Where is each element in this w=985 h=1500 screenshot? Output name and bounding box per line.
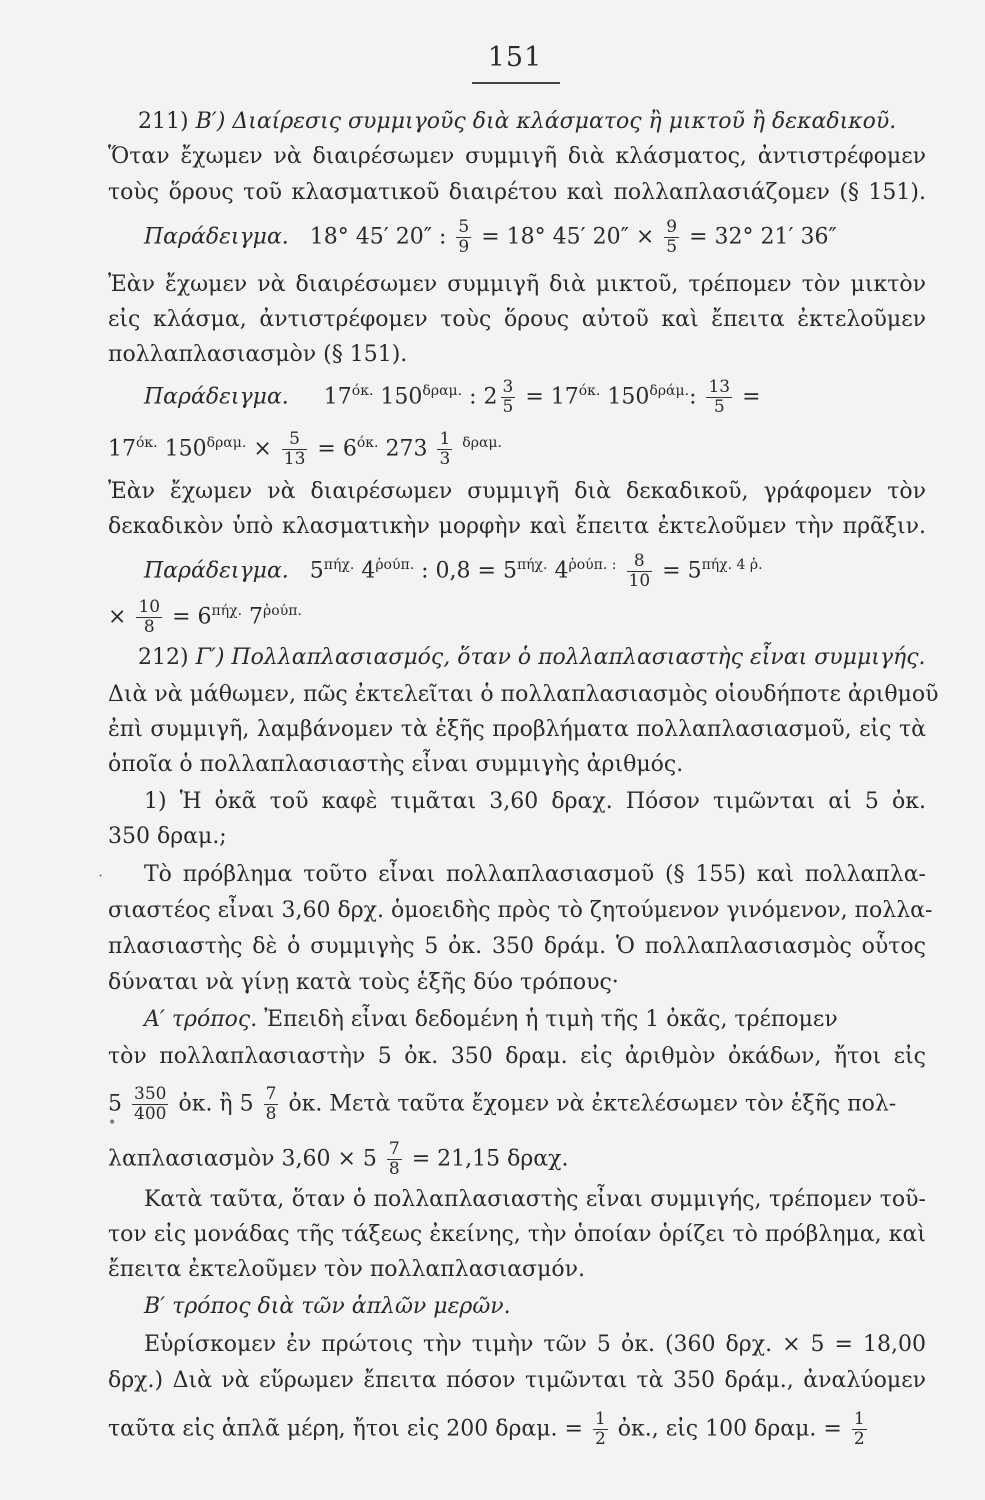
sec212-p3-line2: τον εἰς μονάδας τῆς τάξεως ἐκείνης, τὴν ὁποίαν ὁρίζει τὸ πρόβλημα, καὶ <box>108 1222 926 1247</box>
ex2-equals: = 17 <box>525 384 579 410</box>
ex2-unit: δραμ. <box>206 435 247 452</box>
ex2-value: 17 <box>108 436 136 462</box>
ex2-divide: : 2 <box>469 384 498 410</box>
ex2-unit: δράμ. <box>649 383 690 400</box>
sec212-problem-line2: 350 δραμ.; <box>108 824 227 849</box>
sec211-example3-line2 <box>108 598 926 637</box>
sec212-heading-num: 212) <box>138 645 189 670</box>
methodA-result: = 21,15 δραχ. <box>411 1146 569 1172</box>
ex2-fraction-2: $\frac{13}{5}$ <box>708 377 731 417</box>
sec212-heading <box>108 643 926 673</box>
methodB-fraction-2: $\frac{1}{2}$ <box>853 1409 865 1449</box>
ex3-value: 5 <box>309 558 324 584</box>
sec212-methodB-line3 <box>108 1410 926 1449</box>
methodA-text: Ἐπειδὴ εἶναι δεδομένη ἡ τιμὴ τῆς 1 ὀκᾶς, τρέπομεν <box>264 1007 838 1032</box>
sec212-p1-line2: ἐπὶ συμμιγῆ, λαμβάνομεν τὰ ἑξῆς προβλήματα πολλαπλασιασμοῦ, εἰς τὰ <box>108 717 926 742</box>
methodA-fraction-1: $\frac{350}{400}$ <box>134 1084 167 1124</box>
example-label: Παράδειγμα. <box>144 384 289 410</box>
sec212-heading-title: Γ′) Πολλαπλασιασμός, ὅταν ὁ πολλαπλασιαστὴς εἶναι συμμιγής. <box>195 645 926 670</box>
sec212-p2-line1: Τὸ πρόβλημα τοῦτο εἶναι πολλαπλασιασμοῦ (§ 155) καὶ πολλαπλα- <box>144 862 926 887</box>
page-number-rule <box>472 82 560 84</box>
sec211-example1 <box>108 218 962 257</box>
sec212-methodB-line1: Εὑρίσκομεν ἐν πρώτοις τὴν τιμὴν τῶν 5 ὀκ. (360 δρχ. × 5 = 18,00 <box>144 1332 926 1357</box>
ex2-unit: όκ. <box>136 435 158 452</box>
ex2-colon: : <box>689 384 697 410</box>
ex2-times: × <box>253 436 272 462</box>
ex1-lhs: 18° 45′ 20″ : <box>309 224 447 250</box>
methodA-label: Α′ τρόπος. <box>144 1007 258 1032</box>
sec211-p3-line2: δεκαδικὸν ὑπὸ κλασματικὴν μορφὴν καὶ ἔπειτα ἐκτελοῦμεν τὴν πρᾶξιν. <box>108 514 926 539</box>
sec211-heading-num: 211) <box>138 109 189 134</box>
sec212-p1-line3: ὁποῖα ὁ πολλαπλασιαστὴς εἶναι συμμιγὴς ἀριθμός. <box>108 752 684 777</box>
example-label: Παράδειγμα. <box>144 224 289 250</box>
sec211-heading <box>108 107 926 137</box>
sec212-p2-line3: πλασιαστὴς δὲ ὁ συμμιγὴς 5 ὀκ. 350 δράμ. Ὁ πολλαπλασιασμὸς οὗτος <box>108 934 926 959</box>
ex2-unit: όκ. <box>356 435 379 452</box>
methodB-text: ταῦτα εἰς ἁπλᾶ μέρη, ἤτοι εἰς 200 δραμ. = <box>108 1416 583 1442</box>
ex2-fraction-4: $\frac{1}{3}$ <box>439 429 451 469</box>
ex3-unit: πήχ. <box>323 557 355 574</box>
ex2-value: 17 <box>323 384 352 410</box>
ex3-divide: : 0,8 = 5 <box>421 558 517 584</box>
methodA-text: ὀκ. ἢ 5 <box>178 1091 254 1117</box>
sec211-heading-title: Β′) Διαίρεσις συμμιγοῦς διὰ κλάσματος ἢ μικτοῦ ἢ δεκαδικοῦ. <box>195 109 897 134</box>
methodA-text: λαπλασιασμὸν 3,60 × 5 <box>108 1146 377 1172</box>
sec212-p2-line4: δύναται νὰ γίνῃ κατὰ τοὺς ἑξῆς δύο τρόπους· <box>108 970 619 995</box>
sec211-p2-line3: πολλαπλασιασμὸν (§ 151). <box>108 342 408 367</box>
sec211-example3-line1 <box>108 552 962 591</box>
methodB-fraction-1: $\frac{1}{2}$ <box>594 1409 606 1449</box>
ex3-value: 7 <box>249 604 264 630</box>
ex3-fraction-1: $\frac{8}{10}$ <box>628 551 651 591</box>
stray-dot-mark: · <box>98 866 104 885</box>
sec211-p1-line2: τοὺς ὅρους τοῦ κλασματικοῦ διαιρέτου καὶ πολλαπλασιάζομεν (§ 151). <box>108 180 926 205</box>
ex1-fraction-1: $\frac{5}{9}$ <box>458 217 470 257</box>
ex1-rhs: = 32° 21′ 36″ <box>689 224 837 250</box>
sec212-p3-line3: ἔπειτα ἐκτελοῦμεν τὸν πολλαπλασιασμόν. <box>108 1257 585 1282</box>
ex3-times: × <box>108 604 127 630</box>
ex3-unit: ῥούπ. : <box>568 557 617 574</box>
sec212-p3-line1: Κατὰ ταῦτα, ὅταν ὁ πολλαπλασιαστὴς εἶναι συμμιγής, τρέπομεν τοῦ- <box>144 1187 926 1212</box>
ex3-unit: πήχ. 4 ῥ. <box>701 557 763 574</box>
sec212-p1-line1: Διὰ νὰ μάθωμεν, πῶς ἐκτελεῖται ὁ πολλαπλασιασμὸς οἱουδήποτε ἀριθμοῦ <box>108 682 939 707</box>
ex2-fraction-1: $\frac{3}{5}$ <box>502 377 514 417</box>
sec212-p2-line2: σιαστέος εἶναι 3,60 δρχ. ὁμοειδὴς πρὸς τὸ ζητούμενον γινόμενον, πολλα- <box>108 898 933 923</box>
sec211-example2-line2 <box>108 430 926 469</box>
sec212-methodA-line1 <box>144 1005 926 1035</box>
sec212-methodA-line3 <box>108 1085 926 1124</box>
ex3-value: 4 <box>361 558 376 584</box>
sec211-p1-line1: Ὅταν ἔχωμεν νὰ διαιρέσωμεν συμμιγῆ διὰ κλάσματος, ἀντιστρέφομεν <box>108 144 926 169</box>
ex3-unit: ῥούπ. <box>263 603 302 620</box>
sec211-p2-line2: εἰς κλάσμα, ἀντιστρέφομεν τοὺς ὅρους αὐτοῦ καὶ ἔπειτα ἐκτελοῦμεν <box>108 307 926 332</box>
sec212-methodB-label: Β′ τρόπος διὰ τῶν ἁπλῶν μερῶν. <box>144 1294 511 1319</box>
methodA-value: 5 <box>108 1091 122 1117</box>
ex2-unit: δραμ. <box>462 435 502 452</box>
ex3-unit: ῥούπ. <box>375 557 415 574</box>
ex3-unit: πήχ. <box>516 557 548 574</box>
ex2-fraction-3: $\frac{5}{13}$ <box>283 429 306 469</box>
ex2-value: 150 <box>380 384 423 410</box>
ex2-value: 273 <box>385 436 428 462</box>
sec212-methodB-line2: δρχ.) Διὰ νὰ εὕρωμεν ἔπειτα πόσον τιμῶνται τὰ 350 δράμ., ἀναλύομεν <box>108 1368 926 1393</box>
example-label: Παράδειγμα. <box>144 558 289 584</box>
sec211-p3-line1: Ἐὰν ἔχωμεν νὰ διαιρέσωμεν συμμιγῆ διὰ δεκαδικοῦ, γράφομεν τὸν <box>108 479 926 504</box>
sec212-problem-line1: 1) Ἡ ὀκᾶ τοῦ καφὲ τιμᾶται 3,60 δραχ. Πόσον τιμῶνται αἱ 5 ὀκ. <box>144 789 926 814</box>
methodB-text: ὀκ., εἰς 100 δραμ. = <box>617 1416 842 1442</box>
ex1-fraction-2: $\frac{9}{5}$ <box>666 217 678 257</box>
ex3-fraction-2: $\frac{10}{8}$ <box>138 597 161 637</box>
sec212-methodA-line4 <box>108 1140 926 1179</box>
sec212-methodA-line2: τὸν πολλαπλασιαστὴν 5 ὀκ. 350 δραμ. εἰς ἀριθμὸν ὀκάδων, ἤτοι εἰς <box>108 1044 926 1069</box>
sec211-example2-line1 <box>108 378 962 417</box>
ex3-equals: = 6 <box>172 604 212 630</box>
stray-bullet-mark: • <box>108 1115 117 1131</box>
ex2-unit: δραμ. <box>422 383 463 400</box>
methodA-fraction-2: $\frac{7}{8}$ <box>265 1084 277 1124</box>
methodA-fraction-3: $\frac{7}{8}$ <box>388 1139 400 1179</box>
ex2-equals-end: = <box>742 384 761 410</box>
ex3-equals: = 5 <box>662 558 702 584</box>
ex2-equals: = 6 <box>317 436 357 462</box>
ex2-value: 150 <box>164 436 207 462</box>
ex3-unit: πήχ. <box>211 603 243 620</box>
page-number: 151 <box>487 42 543 73</box>
ex3-value: 4 <box>554 558 569 584</box>
sec211-p2-line1: Ἐὰν ἔχωμεν νὰ διαιρέσωμεν συμμιγῆ διὰ μικτοῦ, τρέπομεν τὸν μικτὸν <box>108 272 926 297</box>
ex2-value: 150 <box>607 384 650 410</box>
methodA-text: ὀκ. Μετὰ ταῦτα ἔχομεν νὰ ἐκτελέσωμεν τὸν ἑξῆς πολ- <box>288 1091 897 1117</box>
ex2-unit: όκ. <box>578 383 601 400</box>
ex2-unit: όκ. <box>351 383 374 400</box>
ex1-mid: = 18° 45′ 20″ × <box>481 224 655 250</box>
